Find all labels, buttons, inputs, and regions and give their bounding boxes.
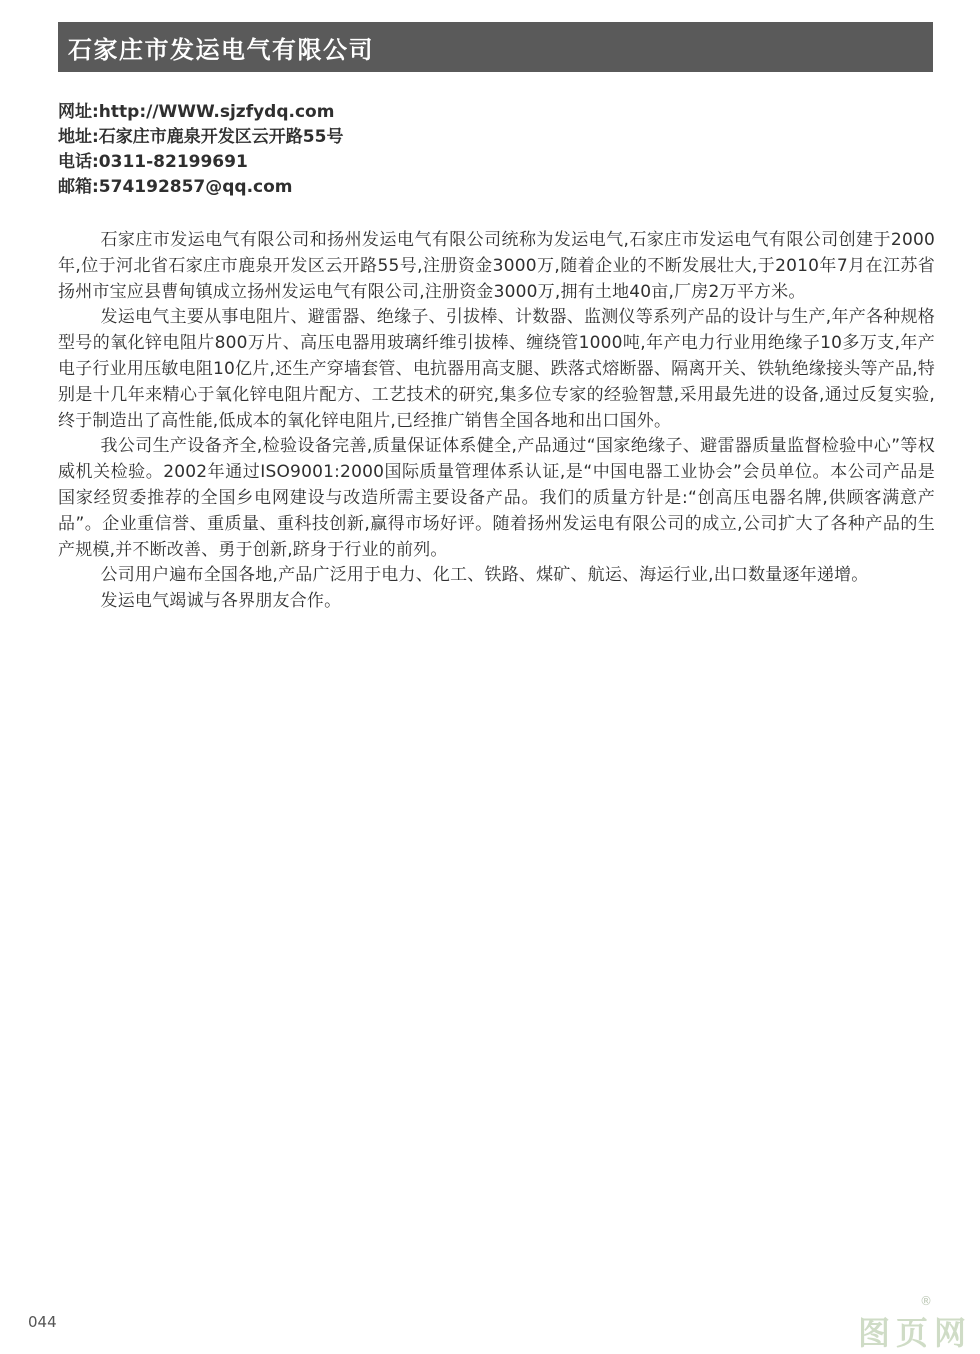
registered-mark-icon: ®: [920, 1294, 932, 1308]
contact-block: [58, 100, 933, 200]
paragraph-customers: 公司用户遍布全国各地,产品广泛用于电力、化工、铁路、煤矿、航运、海运行业,出口数量逐年递增。: [100, 565, 869, 586]
company-description: [58, 228, 935, 615]
paragraph-quality: 我公司生产设备齐全,检验设备完善,质量保证体系健全,产品通过“国家绝缘子、避雷器质量监督检验中心”等权威机关检验。2002年通过ISO9001:2000国际质量管理体系认证,是“中国电器工业协会”会员单位。本公司产品是国家经贸委推荐的全国乡电网建设与改造所需主要设备产品。我们的质量方针是:“创高压电器名牌,供顾客满意产品”。企业重信誉、重质量、重科技创新,赢得市场好评。随着扬州发运电有限公司的成立,公司扩大了各种产品的生产规模,并不断改善、勇于创新,跻身于行业的前列。: [58, 436, 935, 560]
page-title: 石家庄市发运电气有限公司: [68, 35, 374, 64]
page-number: 044: [28, 1313, 57, 1331]
paragraph-intro: 石家庄市发运电气有限公司和扬州发运电气有限公司统称为发运电气,石家庄市发运电气有限公司创建于2000年,位于河北省石家庄市鹿泉开发区云开路55号,注册资金3000万,随着企业的不断发展壮大,于2010年7月在江苏省扬州市宝应县曹甸镇成立扬州发运电气有限公司,注册资金3000万,拥有土地40亩,厂房2万平方米。: [58, 230, 935, 302]
paragraph-closing: 发运电气竭诚与各界朋友合作。: [100, 591, 342, 612]
watermark-text: 图页网: [858, 1314, 973, 1352]
watermark-logo: [858, 1294, 973, 1352]
contact-phone: 电话:0311-82199691: [58, 152, 248, 172]
title-bar: [58, 22, 933, 72]
contact-website: 网址:http://WWW.sjzfydq.com: [58, 102, 335, 122]
paragraph-products: 发运电气主要从事电阻片、避雷器、绝缘子、引拔棒、计数器、监测仪等系列产品的设计与生产,年产各种规格型号的氧化锌电阻片800万片、高压电器用玻璃纤维引拔棒、缠绕管1000吨,年产电力行业用绝缘子10多万支,年产电子行业用压敏电阻10亿片,还生产穿墙套管、电抗器用高支腿、跌落式熔断器、隔离开关、铁轨绝缘接头等产品,特别是十几年来精心于氧化锌电阻片配方、工艺技术的研究,集多位专家的经验智慧,采用最先进的设备,通过反复实验,终于制造出了高性能,低成本的氧化锌电阻片,已经推广销售全国各地和出口国外。: [58, 307, 935, 431]
contact-address: 地址:石家庄市鹿泉开发区云开路55号: [58, 127, 344, 147]
contact-email: 邮箱:574192857@qq.com: [58, 177, 293, 197]
